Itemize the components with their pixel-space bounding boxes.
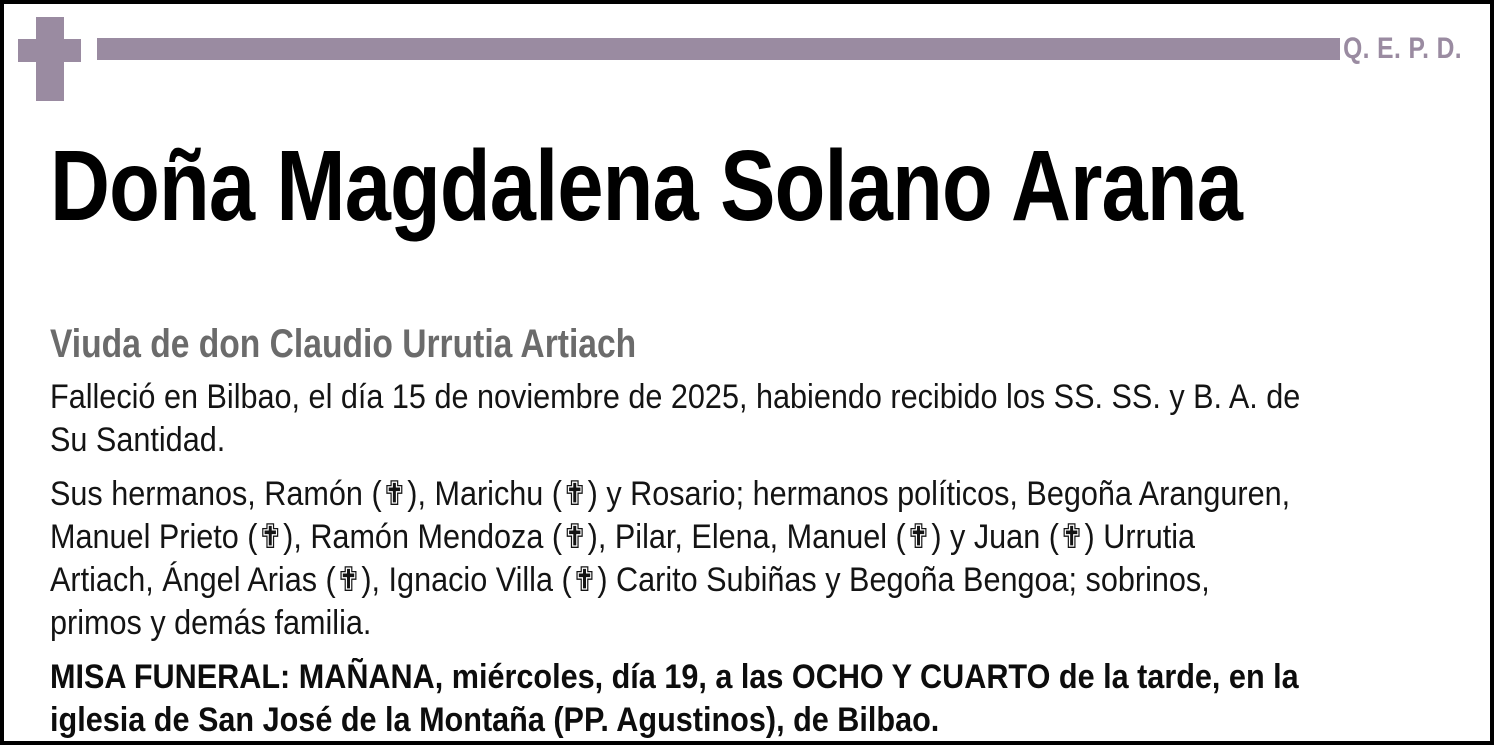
memorial-cross-icon — [18, 17, 81, 101]
family-list — [50, 473, 1470, 645]
relationship-subtitle: Viuda de don Claudio Urrutia Artiach — [50, 322, 637, 366]
text-line: Artiach, Ángel Arias (✟), Ignacio Villa (✟) Carito Subiñas y Begoña Bengoa; sobrinos, — [50, 561, 1210, 599]
death-announcement — [50, 376, 1470, 462]
header-rule — [97, 38, 1340, 60]
text-line: Su Santidad. — [50, 421, 226, 459]
text-line: Manuel Prieto (✟), Ramón Mendoza (✟), Pilar, Elena, Manuel (✟) y Juan (✟) Urrutia — [50, 518, 1196, 556]
qepd-label: Q. E. P. D. — [1343, 32, 1462, 65]
notice-body — [50, 376, 1470, 745]
text-line: iglesia de San José de la Montaña (PP. Agustinos), de Bilbao. — [50, 701, 940, 739]
text-line: MISA FUNERAL: MAÑANA, miércoles, día 19, a las OCHO Y CUARTO de la tarde, en la — [50, 658, 1299, 696]
funeral-mass-info — [50, 656, 1470, 742]
text-line: primos y demás familia. — [50, 604, 372, 642]
deceased-name: Doña Magdalena Solano Arana — [50, 130, 1243, 242]
cross-horizontal-bar — [18, 39, 81, 62]
text-line: Sus hermanos, Ramón (✟), Marichu (✟) y Rosario; hermanos políticos, Begoña Aranguren, — [50, 475, 1291, 513]
text-line: Falleció en Bilbao, el día 15 de noviembre de 2025, habiendo recibido los SS. SS. y B. A. de — [50, 378, 1301, 416]
